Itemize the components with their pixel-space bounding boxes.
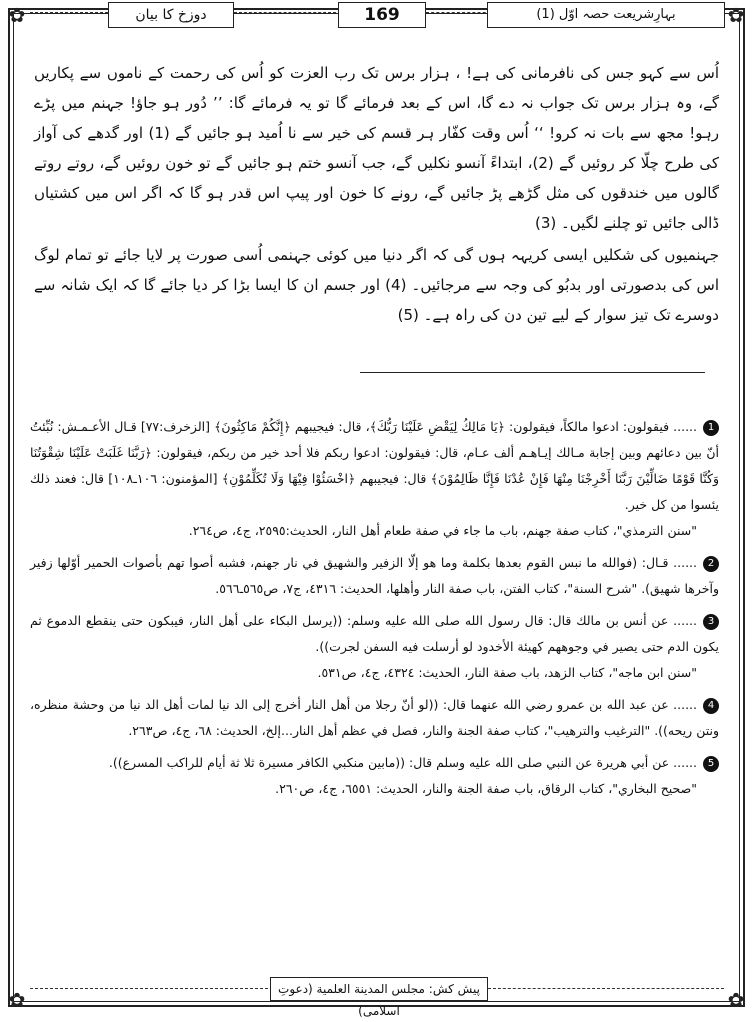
footnote-number: 4 xyxy=(703,698,719,714)
book-title: بہارِشریعت حصہ اوّل (1) xyxy=(487,2,725,28)
chapter-title: دوزخ کا بیان xyxy=(108,2,234,28)
footnote-text: ...... عن أنس بن مالك قال: قال رسول الله صلى الله عليه وسلم: ((يرسل البكاء على أهل النار، فيبكون حتى ينقطع الدموع ثم يكون الدم حتى يصير في وجوههم كهيئة الأخدود لو أرسلت فيه السفن لجرت)). xyxy=(30,613,719,654)
main-text xyxy=(34,58,719,332)
paragraph: جہنمیوں کی شکلیں ایسی کریہہ ہوں گی کہ اگر دنیا میں کوئی جہنمی اُسی صورت پر لایا جائے تو تمام لوگ اس کی بدصورتی اور بدبُو کی وجہ سے مرجائیں۔ (4) اور جسم ان کا ایسا بڑا کر دیا جائے گا کہ ایک شانہ سے دوسرے تک تیز سوار کے لیے تین دن کی راہ ہے۔ (5) xyxy=(34,246,719,324)
footnote-number: 3 xyxy=(703,614,719,630)
header-ornament xyxy=(426,12,496,13)
footnote-text: ...... عن أبي هريرة عن النبي صلى الله عليه وسلم قال: ((مابين منكبي الكافر مسيرة ثلا ثة أيام للراكب المسرع)). xyxy=(108,755,697,770)
footnote xyxy=(30,692,719,744)
footnote-divider xyxy=(360,372,705,373)
footnote-text: ...... قـال: (فوالله ما نبس القوم بعدها بكلمة وما هو إلّا الزفير والشهيق في نار جهنم، فشبه أصوا تهم بأصوات الحمير أوّلها زفير وآخرها شهيق). "شرح السنة"، كتاب الفتن، باب صفة النار وأهلها، الحديث: ٤٣١٦، ج٧، ص٥٦٥ـ٥٦٦. xyxy=(30,555,719,596)
page-footer xyxy=(0,977,753,1018)
footnotes xyxy=(30,414,719,808)
corner-ornament-icon: ✿ xyxy=(8,988,26,1012)
publisher-label: پیش کش: مجلس المدينة العلمية (دعوتِ اسلامی) xyxy=(270,977,488,1001)
paragraph: اُس سے کہو جس کی نافرمانی کی ہے! ، ہزار برس تک رب العزت کو اُس کی رحمت کے ناموں سے پکاریں گے، وہ ہزار برس تک جواب نہ دے گا، اس کے بعد فرمائے گا تو یہ فرمائے گا: ’’ دُور ہو جاؤ! جہنم میں پڑے رہو! مجھ سے بات نہ کرو! ‘‘ اُس وقت کفّار ہر قسم کی خیر سے نا اُمید ہو جائیں گے (1) اور گدھے کی آواز کی طرح چلّا کر روئیں گے (2)، ابتداءً آنسو نکلیں گے، جب آنسو ختم ہو جائیں گے تو خون روئیں گے، روتے روتے گالوں میں خندقوں کی مثل گڑھے پڑ جائیں گے، رونے کا خون اور پیپ اس قدر ہو گا کہ اگر اس میں کشتیاں ڈالی جائیں تو چلنے لگیں۔ (3) xyxy=(34,64,719,232)
header-ornament xyxy=(30,12,108,13)
page-number: 169 xyxy=(338,2,426,28)
footnote-number: 2 xyxy=(703,556,719,572)
footnote xyxy=(30,414,719,544)
footnote xyxy=(30,750,719,802)
footnote-source: "صحيح البخاري"، كتاب الرقاق، باب صفة الجنة والنار، الحديث: ٦٥٥١، ج٤، ص٢٦٠. xyxy=(275,781,697,796)
footnote xyxy=(30,550,719,602)
corner-ornament-icon: ✿ xyxy=(727,3,745,27)
footnote-number: 1 xyxy=(703,420,719,436)
footer-ornament xyxy=(488,988,724,989)
footnote-number: 5 xyxy=(703,756,719,772)
footnote-source: "سنن ابن ماجه"، كتاب الزهد، باب صفة النار، الحديث: ٤٣٢٤، ج٤، ص٥٣١. xyxy=(317,665,697,680)
footnote xyxy=(30,608,719,686)
corner-ornament-icon: ✿ xyxy=(727,988,745,1012)
footnote-source: "سنن الترمذي"، كتاب صفة جهنم، باب ما جاء في صفة طعام أهل النار، الحديث:٢٥٩٥، ج٤، ص٢٦٤. xyxy=(188,523,697,538)
corner-ornament-icon: ✿ xyxy=(8,3,26,27)
header-ornament xyxy=(234,12,336,13)
footnote-text: ...... فیقولون: ادعوا مالکاً، فیقولون: ﴿يَا مَالِكُ لِيَقْضِ عَلَيْنَا رَبُّكَ﴾، قال: فيجيبهم ﴿إِنَّكُمْ مَاكِثُونَ﴾ [الزخرف:٧٧] قـال الأعـمـش: نُبِّئتُ أنّ بين دعائهم وبين إجابة مـالك إيـاهـم ألف عـام، قال: فيقولون: ادعوا ربكم فلا أحد خير من ربكم، فيقولون: ﴿رَبَّنَا غَلَبَتْ عَلَيْنَا شِقْوَتُنَا وَكُنَّا قَوْمًا ضَالِّيْنَ رَبَّنَا أَخْرِجْنَا مِنْهَا فَإِنْ عُدْنَا فَإِنَّا ظَالِمُوْنَ﴾ قال: فيجيبهم ﴿اخْسَئُوْا فِيْهَا وَلَا تُكَلِّمُوْنِ﴾ [المؤمنون: ١٠٦ـ١٠٨] قال: فعند ذلك يئسوا من كل خير. xyxy=(30,419,720,512)
page-header xyxy=(20,2,733,28)
footnote-text: ...... عن عبد الله بن عمرو رضي الله عنهما قال: ((لو أنّ رجلا من أهل النار أخرج إلى الد نيا لمات أهل الد نيا من وحشة منظره، ونتن ريحه)). "الترغيب والترهيب"، كتاب صفة الجنة والنار، فصل في عظم أهل النار...إلخ، الحديث: ٦٨، ج٤، ص٢٦٣. xyxy=(30,697,719,738)
footer-ornament xyxy=(30,988,268,989)
